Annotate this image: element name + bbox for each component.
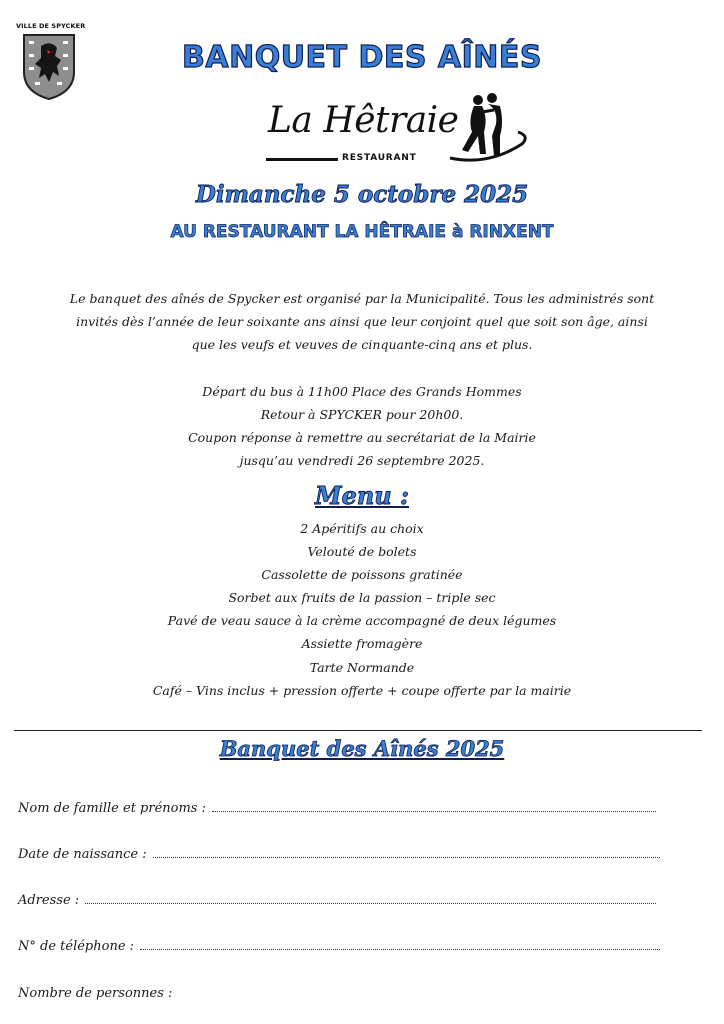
section-divider [14,730,702,731]
practical-info [0,380,724,472]
menu-item: Velouté de bolets [307,544,417,560]
menu-item: 2 Apéritifs au choix [300,521,424,536]
field-address[interactable] [18,886,656,908]
fill-line[interactable] [140,948,660,950]
field-label: Adresse : [18,893,80,908]
fill-line[interactable] [153,856,660,858]
menu-list [0,517,724,702]
intro-line: invités dès l’année de leur soixante ans ainsi que leur conjoint quel que soit son âge, ainsi [76,314,648,329]
logo-line [266,158,338,161]
intro-line: que les veufs et veuves de cinquante-cinq ans et plus. [191,337,533,352]
menu-item: Assiette fromagère [301,636,423,652]
menu-item: Sorbet aux fruits de la passion – triple sec [228,590,496,606]
info-line: jusqu’au vendredi 26 septembre 2025. [239,453,485,468]
logo-sub: RESTAURANT [342,153,417,163]
field-people-count[interactable] [18,979,418,1001]
menu-item: Café – Vins inclus + pression offerte + coupe offerte par la mairie [152,682,572,698]
menu-item: Pavé de veau sauce à la crème accompagné de deux légumes [167,613,557,629]
fill-line[interactable] [212,810,656,812]
field-name[interactable] [18,794,656,816]
field-label: Nombre de personnes : [18,986,173,1001]
field-label: Nom de famille et prénoms : [18,801,206,816]
crest-label: VILLE DE SPYCKER [16,22,86,30]
form-title: Banquet des Aînés 2025 [219,736,505,761]
logo-name: La Hêtraie [268,100,459,141]
restaurant-logo [262,92,532,172]
menu-title: Menu : [315,481,409,510]
dancing-couple-icon [448,92,528,168]
event-date: Dimanche 5 octobre 2025 [195,181,529,208]
field-label: N° de téléphone : [18,939,135,954]
info-line: Départ du bus à 11h00 Place des Grands Hommes [202,384,522,399]
field-birthdate[interactable] [18,840,660,862]
intro-line: Le banquet des aînés de Spycker est organisé par la Municipalité. Tous les administrés sont [69,291,655,306]
event-venue: AU RESTAURANT LA HÊTRAIE à RINXENT [170,222,554,242]
info-line: Coupon réponse à remettre au secrétariat de la Mairie [188,430,536,445]
info-line: Retour à SPYCKER pour 20h00. [260,407,464,422]
fill-line[interactable] [85,902,656,904]
page-title: BANQUET DES AÎNÉS [182,40,542,75]
field-label: Date de naissance : [18,847,147,862]
intro-paragraph [26,287,698,356]
menu-item: Tarte Normande [309,659,415,675]
menu-item: Cassolette de poissons gratinée [261,567,463,583]
field-phone[interactable] [18,932,660,954]
